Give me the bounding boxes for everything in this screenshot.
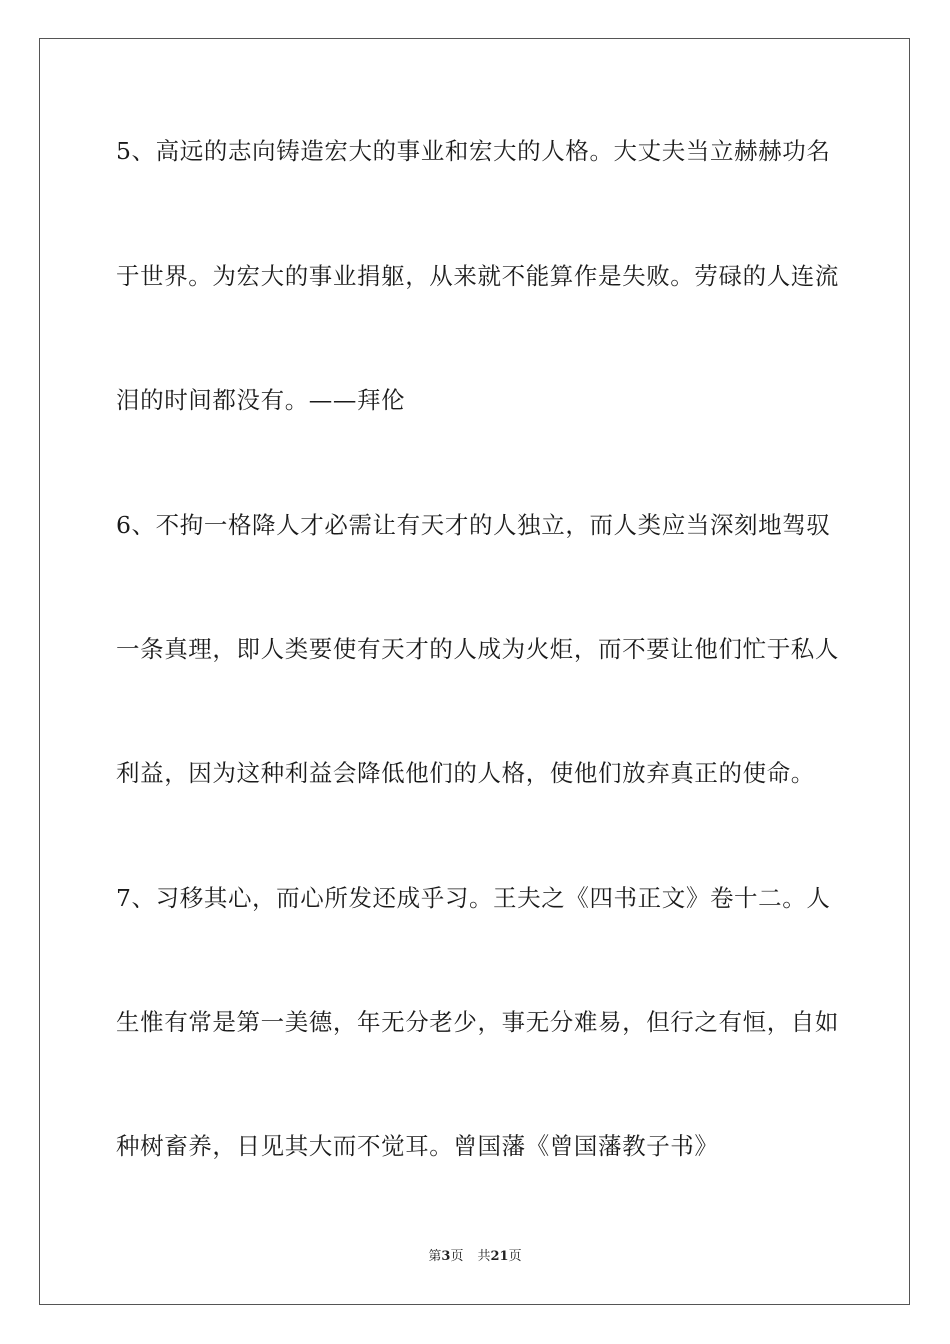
paragraph-7-line-2: 生惟有常是第一美德，年无分老少，事无分难易，但行之有恒，自如 [116,1008,839,1036]
paragraph-6-line-3: 利益，因为这种利益会降低他们的人格，使他们放弃真正的使命。 [116,759,815,787]
paragraph-6-line-2: 一条真理，即人类要使有天才的人成为火炬，而不要让他们忙于私人 [116,635,839,663]
paragraph-7-line-3: 种树畜养，日见其大而不觉耳。曾国藩《曾国藩教子书》 [116,1132,719,1160]
paragraph-5-line-2: 于世界。为宏大的事业捐躯，从来就不能算作是失败。劳碌的人连流 [116,262,839,290]
paragraph-5-line-1: 5、高远的志向铸造宏大的事业和宏大的人格。大丈夫当立赫赫功名 [116,137,831,165]
total-pages: 21 [490,1249,509,1264]
total-pages-prefix: 共 [477,1249,491,1264]
page-footer [0,1248,950,1266]
page-number-suffix: 页 [450,1249,464,1264]
paragraph-6-line-1: 6、不拘一格降人才必需让有天才的人独立，而人类应当深刻地驾驭 [116,511,831,539]
paragraph-7-line-1: 7、习移其心，而心所发还成乎习。王夫之《四书正文》卷十二。人 [116,884,831,912]
page-number: 3 [441,1249,451,1264]
page-number-prefix: 第 [428,1249,442,1264]
total-pages-suffix: 页 [508,1249,522,1264]
paragraph-5-line-3: 泪的时间都没有。——拜伦 [116,386,406,414]
page-border [39,38,910,1305]
